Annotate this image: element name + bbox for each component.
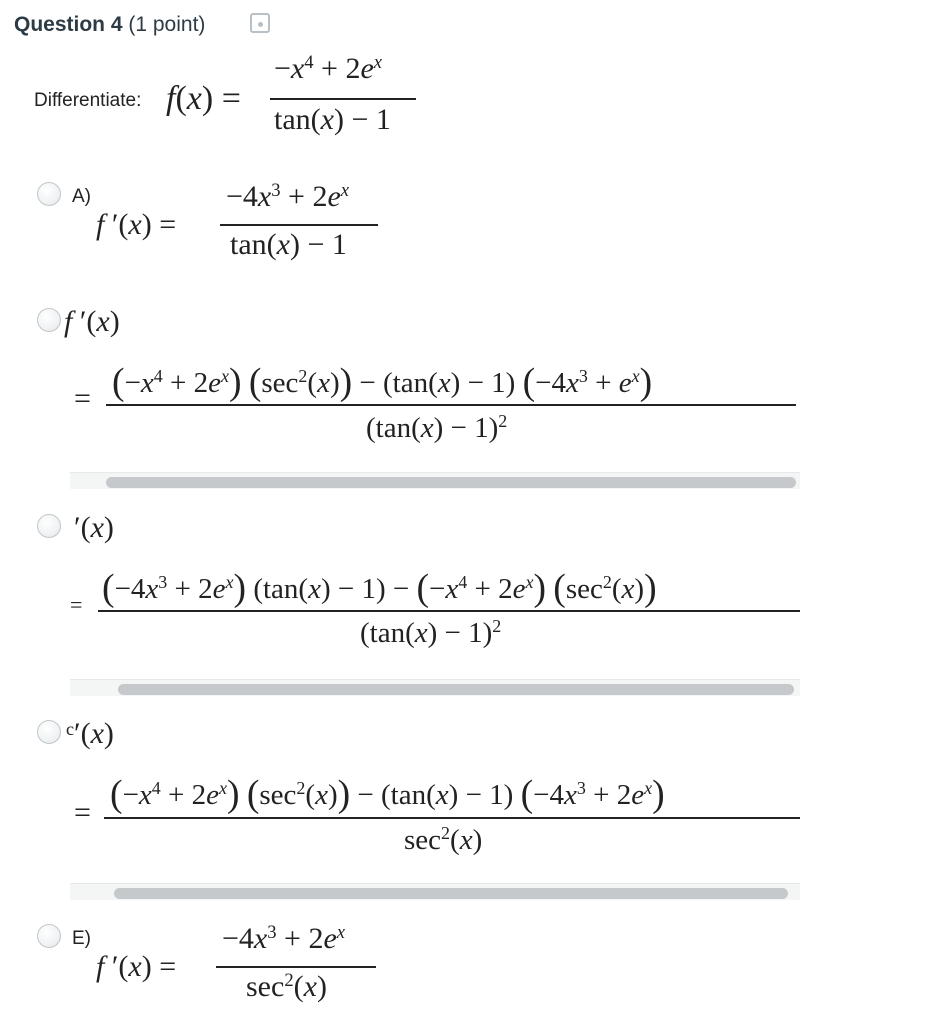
option-d-radio[interactable]	[37, 720, 61, 744]
option-b-scroll-thumb[interactable]	[106, 477, 796, 488]
option-d-fraction-line	[104, 817, 800, 819]
option-b-denominator: $(\tan(x) - 1)^2$	[366, 411, 508, 444]
option-b-scrollbar[interactable]	[70, 472, 800, 489]
option-d-scrollbar[interactable]	[70, 883, 800, 900]
option-b-equals: =	[74, 382, 91, 415]
option-a-letter: A)	[72, 186, 91, 207]
prompt-lhs: f(x) =	[166, 80, 241, 117]
option-c-scrollbar[interactable]	[70, 679, 800, 696]
option-a-numerator: $-4x^3 + 2e^x$	[226, 179, 350, 213]
option-b-numerator: $(-x^4 + 2e^x) (\sec^2(x)) - (\tan(x) - 1) (-4x^3 + e^x)$	[112, 361, 653, 402]
option-c-denominator: $(\tan(x) - 1)^2$	[360, 616, 502, 649]
option-e-denominator: $\sec^2(x)$	[246, 969, 327, 1003]
option-e-numerator: $-4x^3 + 2e^x$	[222, 921, 346, 955]
option-e-radio[interactable]	[37, 924, 61, 948]
option-c-fraction-line	[98, 610, 800, 612]
option-b-radio[interactable]	[37, 308, 61, 332]
prompt-label: Differentiate:	[34, 90, 142, 111]
option-a-denominator: tan(x) − 1	[230, 228, 347, 261]
option-b-fraction-line	[106, 404, 796, 406]
option-d-denominator: $\sec^2(x)$	[404, 823, 483, 856]
option-c-scroll-thumb[interactable]	[118, 684, 794, 695]
option-a-lhs: f ′(x) =	[96, 208, 177, 241]
option-c-lhs: ′(x)	[74, 511, 114, 544]
option-a-fraction-line	[220, 224, 378, 226]
save-status-icon	[250, 13, 270, 33]
prompt-numerator: $-x^4 + 2e^x$	[274, 51, 383, 85]
option-d-lhs: $^c$′(x)	[66, 717, 114, 750]
option-c-numerator: $(-4x^3 + 2e^x) (\tan(x) - 1) - (-x^4 + 2e^x)$ $(\sec^2(x))$	[102, 567, 657, 608]
option-d-scroll-thumb[interactable]	[114, 888, 788, 899]
question-points: (1 point)	[128, 13, 206, 36]
question-number: Question 4	[14, 13, 123, 36]
option-c-radio[interactable]	[37, 514, 61, 538]
option-c-equals: =	[70, 592, 83, 617]
option-d-numerator: $(-x^4 + 2e^x) (\sec^2(x)) - (\tan(x) - 1) (-4x^3 + 2e^x)$	[110, 773, 665, 814]
option-e-lhs: f ′(x) =	[96, 950, 177, 983]
prompt-denominator: tan(x) − 1	[274, 103, 391, 136]
prompt-fraction-line	[270, 98, 416, 100]
option-e-fraction-line	[216, 966, 376, 968]
option-e-letter: E)	[72, 928, 91, 949]
option-a-radio[interactable]	[37, 182, 61, 206]
option-b-lhs: f ′(x)	[64, 305, 120, 338]
question-title	[14, 13, 205, 37]
option-d-equals: =	[74, 796, 91, 829]
